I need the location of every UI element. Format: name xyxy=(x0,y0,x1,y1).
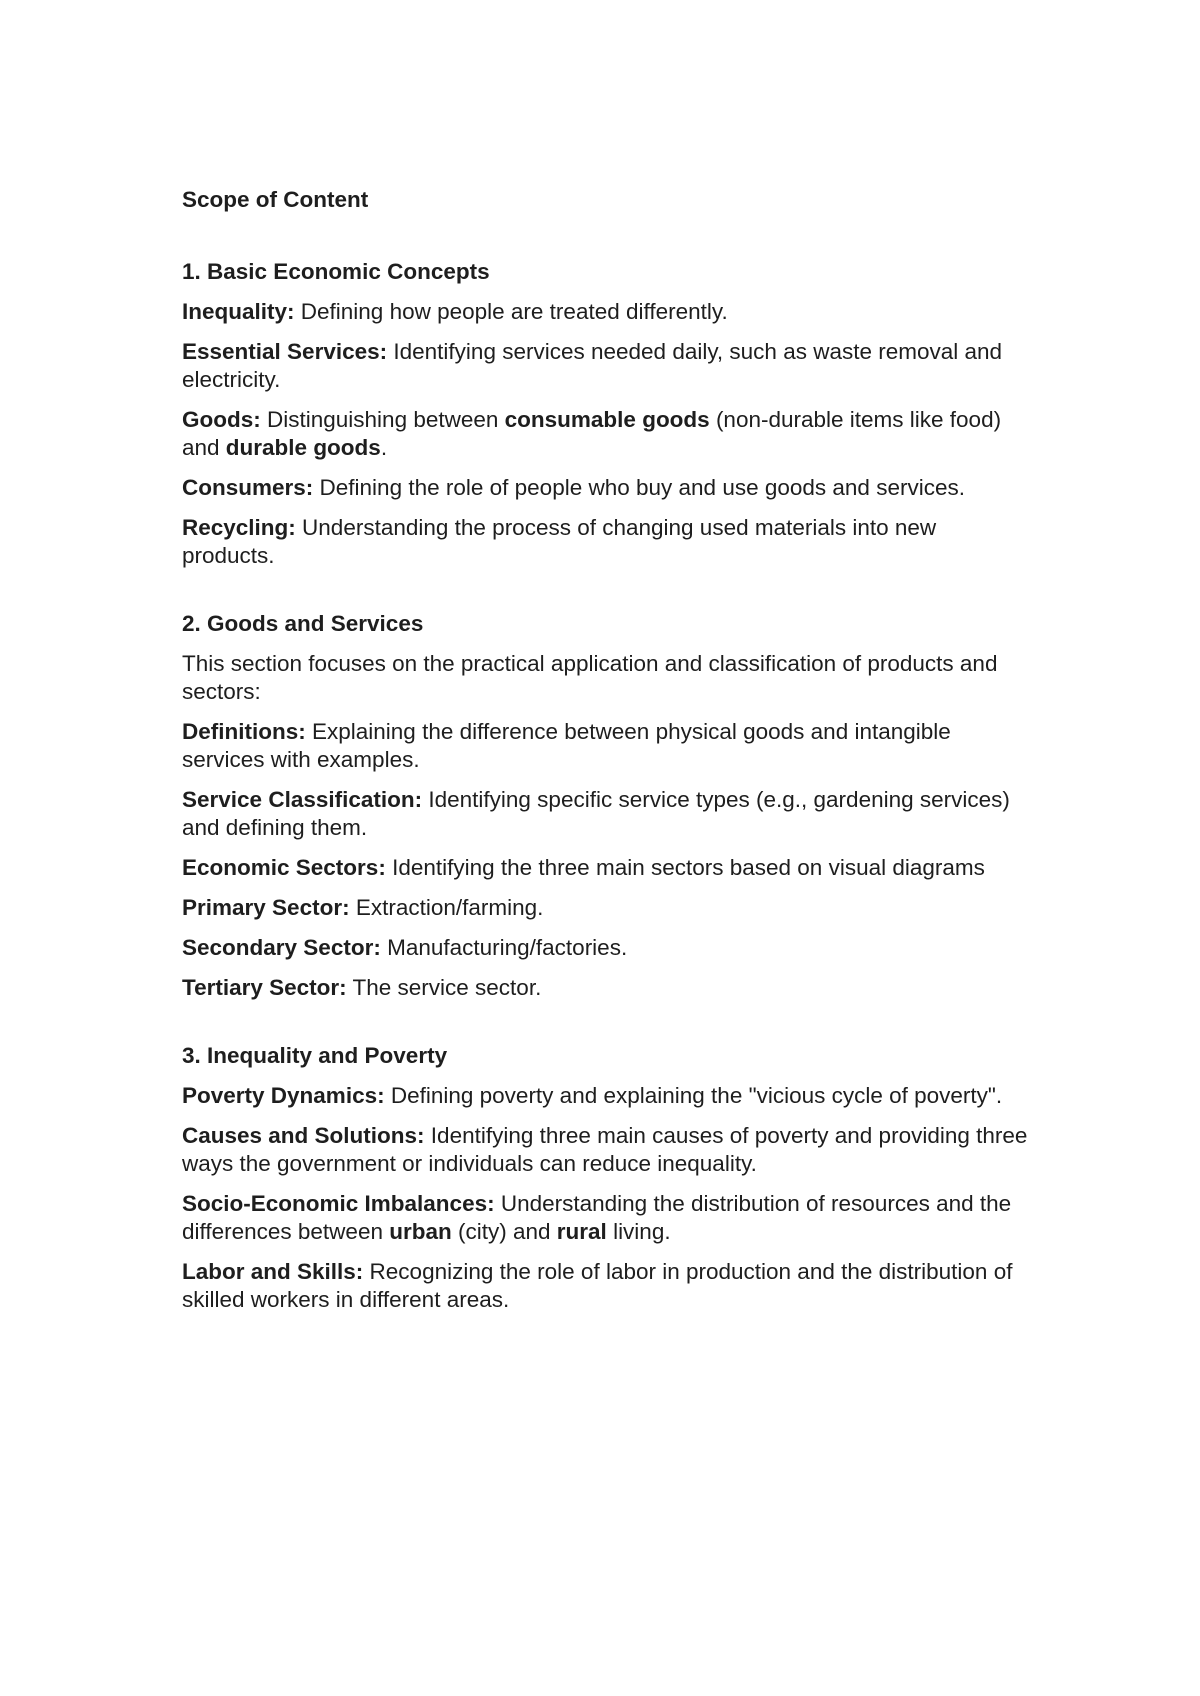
emphasis-durable-goods: durable goods xyxy=(225,435,381,460)
term-description: living. xyxy=(606,1219,671,1244)
section-intro: This section focuses on the practical application and classification of products and sectors: xyxy=(182,651,998,704)
term-label: Recycling: xyxy=(182,515,296,540)
concept-recycling xyxy=(182,514,1032,570)
term-description: Distinguishing between xyxy=(260,407,505,432)
concept-essential-services xyxy=(182,338,1032,394)
term-description: Defining poverty and explaining the "vicious cycle of poverty". xyxy=(384,1083,1003,1108)
term-description: Defining how people are treated differently. xyxy=(294,299,728,324)
concept-definitions xyxy=(182,718,1032,774)
concept-secondary-sector xyxy=(182,934,1032,962)
term-description: Identifying services needed daily, such as waste removal and electricity. xyxy=(182,339,1003,392)
concept-tertiary-sector xyxy=(182,974,1032,1002)
term-description: Explaining the difference between physical goods and intangible services with examples. xyxy=(182,719,951,772)
term-description: Understanding the process of changing used materials into new products. xyxy=(182,515,937,568)
term-label: Secondary Sector: xyxy=(182,935,381,960)
term-label: Primary Sector: xyxy=(182,895,350,920)
term-label: Inequality: xyxy=(182,299,295,324)
term-description: Identifying specific service types (e.g., gardening services) and defining them. xyxy=(182,787,1010,840)
term-label: Economic Sectors: xyxy=(182,855,386,880)
section-basic-economic-concepts xyxy=(182,258,1032,570)
concept-goods xyxy=(182,406,1032,462)
term-label: Labor and Skills: xyxy=(182,1259,364,1284)
emphasis-urban: urban xyxy=(389,1219,452,1244)
term-label: Essential Services: xyxy=(182,339,388,364)
concept-inequality xyxy=(182,298,1032,326)
concept-causes-and-solutions xyxy=(182,1122,1032,1178)
term-description: Identifying the three main sectors based on visual diagrams xyxy=(385,855,985,880)
term-description: (city) and xyxy=(451,1219,557,1244)
term-label: Poverty Dynamics: xyxy=(182,1083,385,1108)
term-label: Goods: xyxy=(182,407,261,432)
term-description: Understanding the distribution of resources and the differences between xyxy=(182,1191,1012,1244)
term-label: Causes and Solutions: xyxy=(182,1123,425,1148)
concept-socio-economic-imbalances xyxy=(182,1190,1032,1246)
term-description: Manufacturing/factories. xyxy=(380,935,628,960)
concept-service-classification xyxy=(182,786,1032,842)
term-description: Extraction/farming. xyxy=(349,895,544,920)
term-description: (non-durable items like food) and xyxy=(182,407,1002,460)
term-description: Identifying three main causes of poverty and providing three ways the government or individuals can reduce inequality. xyxy=(182,1123,1028,1176)
term-description: The service sector. xyxy=(346,975,542,1000)
term-description: Recognizing the role of labor in production and the distribution of skilled workers in different areas. xyxy=(182,1259,1013,1312)
term-label: Tertiary Sector: xyxy=(182,975,347,1000)
term-label: Consumers: xyxy=(182,475,314,500)
section-inequality-and-poverty xyxy=(182,1042,1032,1314)
concept-economic-sectors xyxy=(182,854,1032,882)
emphasis-rural: rural xyxy=(556,1219,607,1244)
concept-poverty-dynamics xyxy=(182,1082,1032,1110)
emphasis-consumable-goods: consumable goods xyxy=(504,407,710,432)
term-label: Service Classification: xyxy=(182,787,423,812)
term-description: . xyxy=(380,435,388,460)
term-label: Definitions: xyxy=(182,719,306,744)
document-content xyxy=(182,186,1032,1354)
document-title: Scope of Content xyxy=(182,187,369,212)
term-label: Socio-Economic Imbalances: xyxy=(182,1191,495,1216)
section-heading: 2. Goods and Services xyxy=(182,611,424,636)
section-goods-and-services xyxy=(182,610,1032,1002)
term-description: Defining the role of people who buy and use goods and services. xyxy=(313,475,965,500)
section-heading: 1. Basic Economic Concepts xyxy=(182,259,490,284)
section-heading: 3. Inequality and Poverty xyxy=(182,1043,448,1068)
concept-consumers xyxy=(182,474,1032,502)
concept-primary-sector xyxy=(182,894,1032,922)
concept-labor-and-skills xyxy=(182,1258,1032,1314)
